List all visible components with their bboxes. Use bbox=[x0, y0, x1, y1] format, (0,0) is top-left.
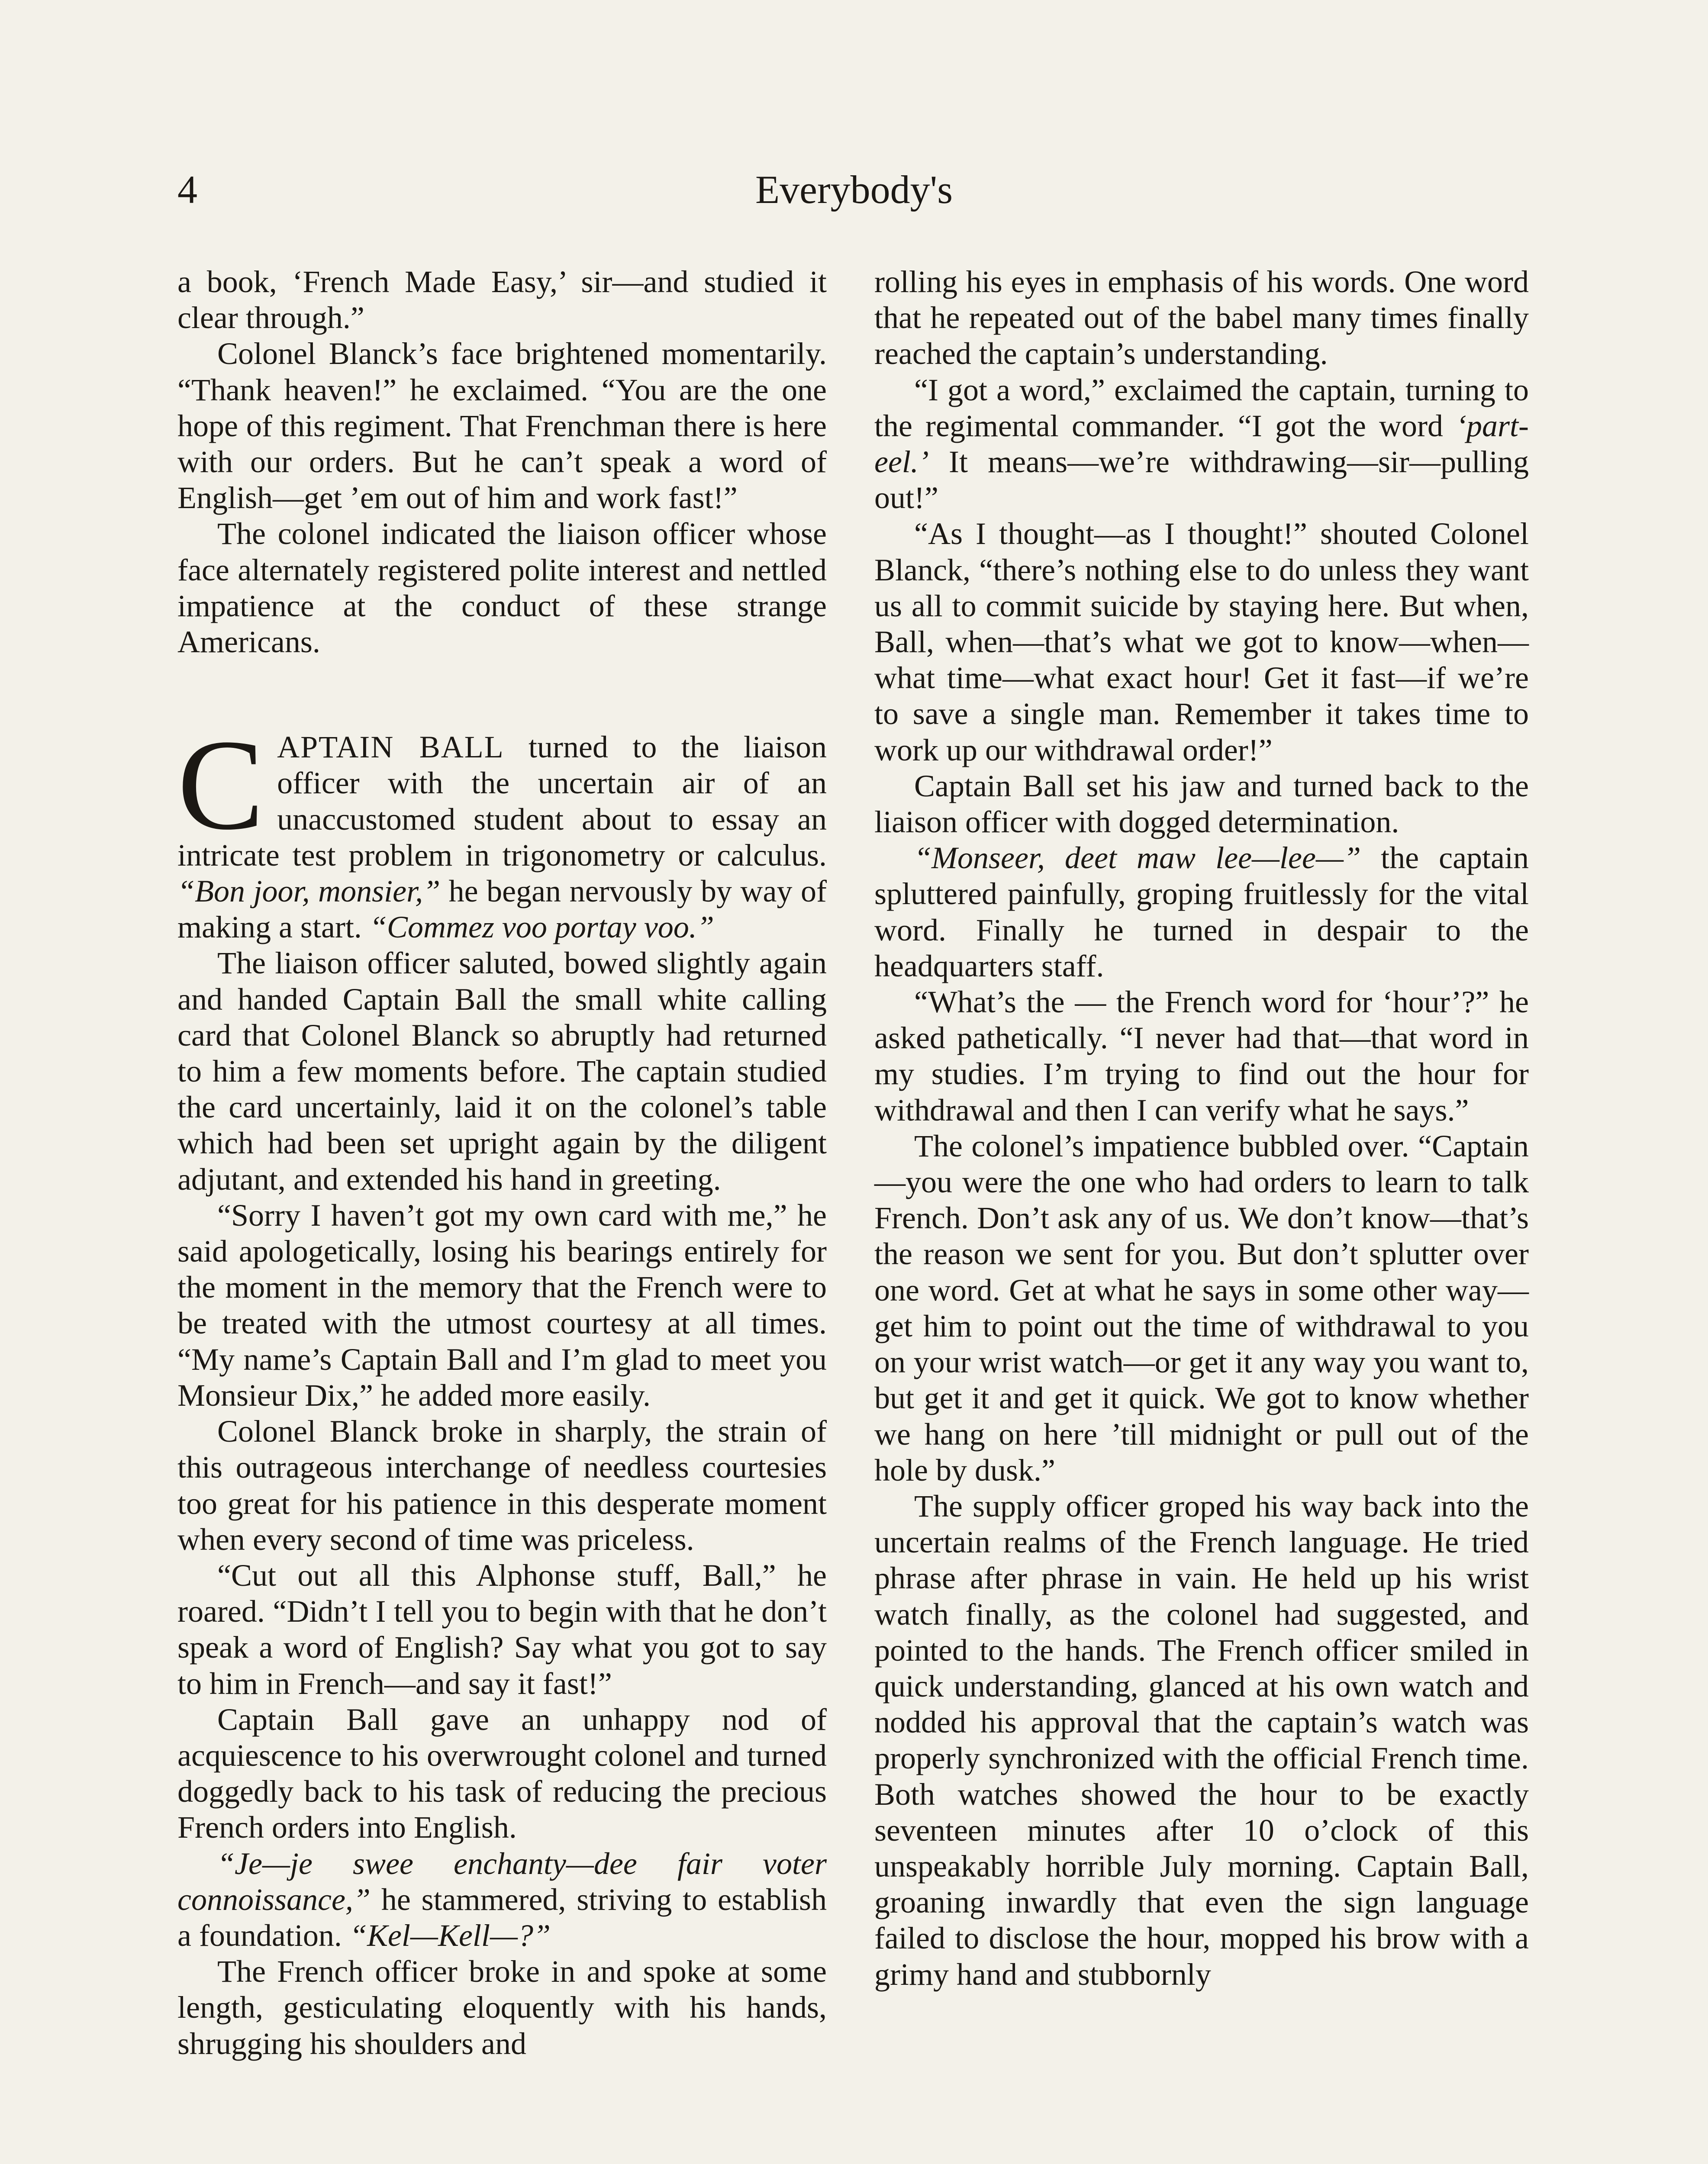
paragraph bbox=[177, 1846, 827, 1954]
paragraph: The liaison officer saluted, bowed slightly again and handed Captain Ball the small white calling card that Colonel Blanck so abruptly had returned to him a few moments before. The captain studied the card uncertainly, laid it on the colonel’s table which had been set upright again by the diligent adjutant, and extended his hand in greeting. bbox=[177, 946, 827, 1197]
italic-french: “Bon joor, monsier,” bbox=[177, 874, 441, 909]
paragraph: “Cut out all this Alphonse stuff, Ball,” he roared. “Didn’t I tell you to begin with that he don’t speak a word of English? Say what you got to say to him in French—and say it fast!” bbox=[177, 1558, 827, 1701]
text-run: turned to the liaison officer with the uncertain air of an unaccustomed student about to essay an intricate test problem in trigonometry or calculus. bbox=[177, 730, 827, 873]
italic-french: “Monseer, deet maw lee—lee—” bbox=[914, 840, 1361, 876]
paragraph: Captain Ball gave an unhappy nod of acquiescence to his overwrought colonel and turned doggedly back to his task of reducing the precious French orders into English. bbox=[177, 1702, 827, 1845]
drop-cap: C bbox=[177, 713, 264, 857]
small-caps-lead: APTAIN BALL bbox=[277, 730, 504, 765]
text-run: he began nervously by way of making a start. bbox=[177, 874, 827, 945]
paragraph: a book, ‘French Made Easy,’ sir—and studied it clear through.” bbox=[177, 264, 827, 335]
paragraph bbox=[874, 840, 1529, 984]
text-run: he stammered, striving to establish a foundation. bbox=[177, 1882, 827, 1953]
paragraph bbox=[874, 372, 1529, 516]
left-column bbox=[177, 264, 827, 2062]
text-run: the captain spluttered painfully, groping fruitlessly for the vital word. Finally he turned in despair to the headquarters staff. bbox=[874, 840, 1529, 983]
page-number: 4 bbox=[177, 167, 197, 212]
paragraph: Captain Ball set his jaw and turned back to the liaison officer with dogged determination. bbox=[874, 768, 1529, 840]
running-head: Everybody's bbox=[755, 167, 953, 212]
italic-french: “Kel—Kell—?” bbox=[349, 1918, 551, 1953]
paragraph: “What’s the — the French word for ‘hour’?” he asked pathetically. “I never had that—that word in my studies. I’m trying to find out the hour for withdrawal and then I can verify what he says.” bbox=[874, 985, 1529, 1127]
paragraph: rolling his eyes in emphasis of his words. One word that he repeated out of the babel many times finally reached the captain’s understanding. bbox=[874, 264, 1529, 371]
paragraph: “Sorry I haven’t got my own card with me,” he said apologetically, losing his bearings entirely for the moment in the memory that the French were to be treated with the utmost courtesy at all times. “My name’s Captain Ball and I’m glad to meet you Monsieur Dix,” he added more easily. bbox=[177, 1198, 827, 1413]
dropcap-paragraph bbox=[177, 713, 827, 945]
italic-french: “Commez voo portay voo.” bbox=[369, 910, 714, 945]
italic-french: ‘part-eel.’ bbox=[874, 408, 1529, 480]
right-column bbox=[874, 264, 1529, 1993]
paragraph: The French officer broke in and spoke at some length, gesticulating eloquently with his hands, shrugging his shoulders and bbox=[177, 1954, 827, 2061]
paragraph: “As I thought—as I thought!” shouted Colonel Blanck, “there’s nothing else to do unless they want us all to commit suicide by staying here. But when, Ball, when—that’s what we got to know—when—what time—what exact hour! Get it fast—if we’re to save a single man. Remember it takes time to work up our withdrawal order!” bbox=[874, 516, 1529, 767]
paragraph: Colonel Blanck’s face brightened momentarily. “Thank heaven!” he exclaimed. “You are the one hope of this regiment. That Frenchman there is here with our orders. But he can’t speak a word of English—get ’em out of him and work fast!” bbox=[177, 336, 827, 515]
paragraph: The colonel indicated the liaison officer whose face alternately registered polite interest and nettled impatience at the conduct of these strange Americans. bbox=[177, 516, 827, 660]
paragraph: The supply officer groped his way back into the uncertain realms of the French language. He tried phrase after phrase in vain. He held up his wrist watch finally, as the colonel had suggested, and pointed to the hands. The French officer smiled in quick understanding, glanced at his own watch and nodded his approval that the captain’s watch was properly synchronized with the official French time. Both watches showed the hour to be exactly seventeen minutes after 10 o’clock of this unspeakably horrible July morning. Captain Ball, groaning inwardly that even the sign language failed to disclose the hour, mopped his brow with a grimy hand and stubbornly bbox=[874, 1488, 1529, 1992]
paragraph: The colonel’s impatience bubbled over. “Captain—you were the one who had orders to learn to talk French. Don’t ask any of us. We don’t know—that’s the reason we sent for you. But don’t splutter over one word. Get at what he says in some other way—get him to point out the time of withdrawal to you on your wrist watch—or get it any way you want to, but get it and get it quick. We got to know whether we hang on here ’till midnight or pull out of the hole by dusk.” bbox=[874, 1128, 1529, 1488]
paragraph: Colonel Blanck broke in sharply, the strain of this outrageous interchange of needless courtesies too great for his patience in this desperate moment when every second of time was priceless. bbox=[177, 1414, 827, 1557]
text-run: “I got a word,” exclaimed the captain, turning to the regimental commander. “I got the word bbox=[874, 372, 1529, 443]
italic-french: “Je—je swee enchanty—dee fair voter connoissance,” bbox=[177, 1846, 827, 1917]
text-run: It means—we’re withdrawing—sir—pulling out!” bbox=[874, 444, 1529, 515]
